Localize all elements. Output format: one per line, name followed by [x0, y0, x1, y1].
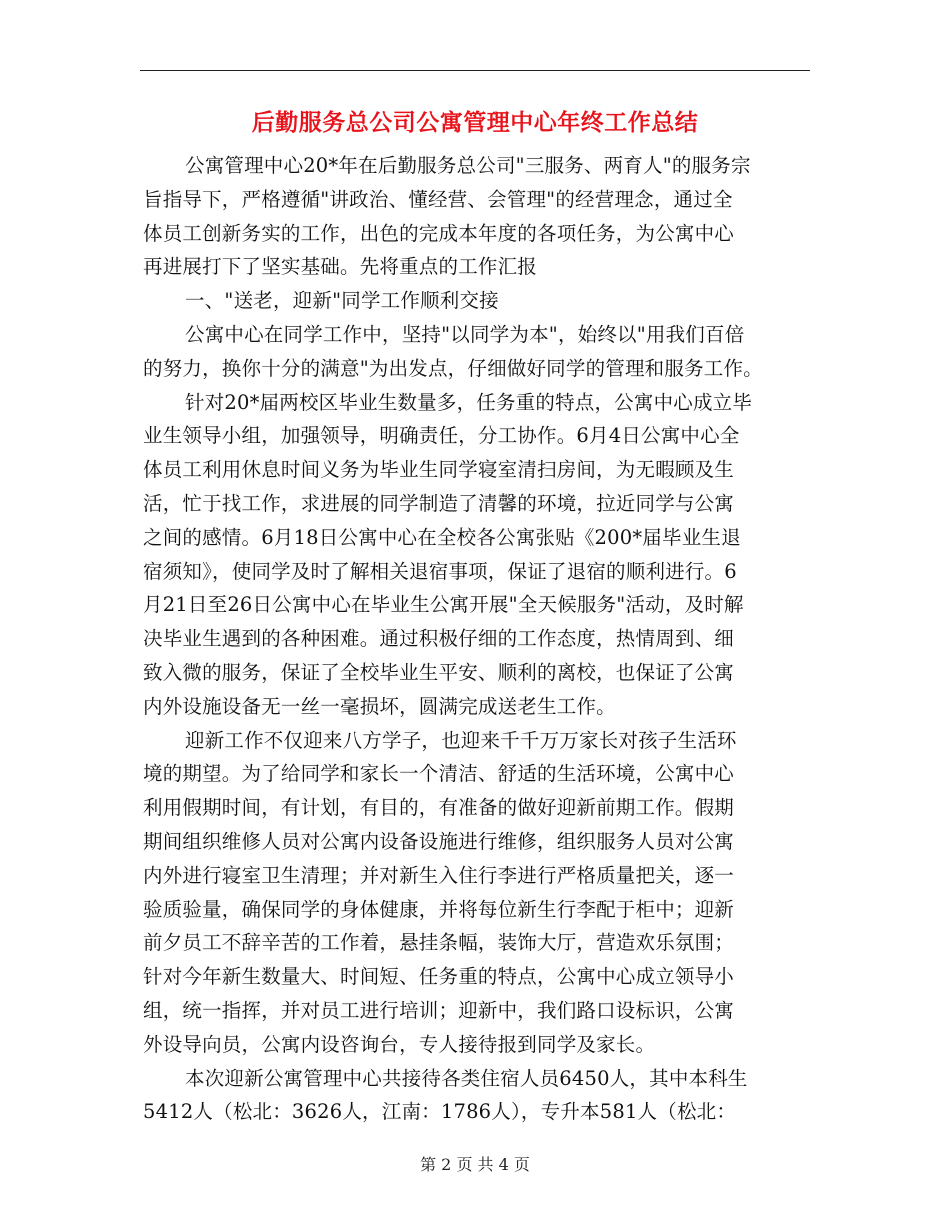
text-line: 业生领导小组，加强领导，明确责任，分工协作。6月4日公寓中心全 — [143, 424, 740, 448]
text-line: 内外进行寝室卫生清理；并对新生入住行李进行严格质量把关，逐一 — [143, 863, 735, 887]
text-line: 致入微的服务，保证了全校毕业生平安、顺利的离校，也保证了公寓 — [143, 660, 735, 684]
text-line: 外设导向员，公寓内设咨询台，专人接待报到同学及家长。 — [143, 1032, 656, 1056]
text-line: 宿须知》，使同学及时了解相关退宿事项，保证了退宿的顺利进行。6 — [143, 559, 737, 583]
text-line: 利用假期时间，有计划，有目的，有准备的做好迎新前期工作。假期 — [143, 796, 735, 820]
text-line: 针对20*届两校区毕业生数量多，任务重的特点，公寓中心成立毕 — [185, 390, 753, 414]
text-line: 体员工利用休息时间义务为毕业生同学寝室清扫房间，为无暇顾及生 — [143, 458, 735, 482]
text-line: 公寓中心在同学工作中，坚持"以同学为本"，始终以"用我们百倍 — [185, 322, 745, 346]
text-line: 组，统一指挥，并对员工进行培训；迎新中，我们路口设标识，公寓 — [143, 998, 735, 1022]
header-rule — [140, 70, 810, 71]
text-line: 针对今年新生数量大、时间短、任务重的特点，公寓中心成立领导小 — [143, 965, 735, 989]
text-line: 5412人（松北：3626人，江南：1786人），专升本581人（松北： — [143, 1100, 737, 1124]
text-line: 期间组织维修人员对公寓内设备设施进行维修，组织服务人员对公寓 — [143, 829, 735, 853]
text-line: 体员工创新务实的工作，出色的完成本年度的各项任务，为公寓中心 — [143, 221, 735, 245]
text-line: 再进展打下了坚实基础。先将重点的工作汇报 — [143, 255, 538, 279]
text-line: 本次迎新公寓管理中心共接待各类住宿人员6450人，其中本科生 — [185, 1066, 748, 1090]
text-line: 旨指导下，严格遵循"讲政治、懂经营、会管理"的经营理念，通过全 — [143, 187, 733, 211]
text-line: 决毕业生遇到的各种困难。通过积极仔细的工作态度，热情周到、细 — [143, 627, 735, 651]
text-line: 之间的感情。6月18日公寓中心在全校各公寓张贴《200*届毕业生退 — [143, 525, 741, 549]
document-title: 后勤服务总公司公寓管理中心年终工作总结 — [251, 110, 699, 136]
document-body — [143, 149, 810, 1129]
page-footer: 第 2 页 共 4 页 — [420, 1155, 530, 1174]
text-line: 内外设施设备无一丝一毫损坏，圆满完成送老生工作。 — [143, 694, 616, 718]
text-line: 验质验量，确保同学的身体健康，并将每位新生行李配于柜中；迎新 — [143, 897, 735, 921]
text-line: 的努力，换你十分的满意"为出发点，仔细做好同学的管理和服务工作。 — [143, 356, 763, 380]
text-line: 境的期望。为了给同学和家长一个清洁、舒适的生活环境，公寓中心 — [143, 762, 735, 786]
text-line: 月21日至26日公寓中心在毕业生公寓开展"全天候服务"活动，及时解 — [143, 593, 744, 617]
text-line: 公寓管理中心20*年在后勤服务总公司"三服务、两育人"的服务宗 — [185, 154, 751, 177]
text-line: 活，忙于找工作，求进展的同学制造了清馨的环境，拉近同学与公寓 — [143, 491, 735, 515]
text-line: 前夕员工不辞辛苦的工作着，悬挂条幅，装饰大厅，营造欢乐氛围； — [143, 931, 735, 955]
text-line: 一、"送老，迎新"同学工作顺利交接 — [185, 289, 499, 313]
text-line: 迎新工作不仅迎来八方学子，也迎来千千万万家长对孩子生活环 — [185, 728, 737, 752]
